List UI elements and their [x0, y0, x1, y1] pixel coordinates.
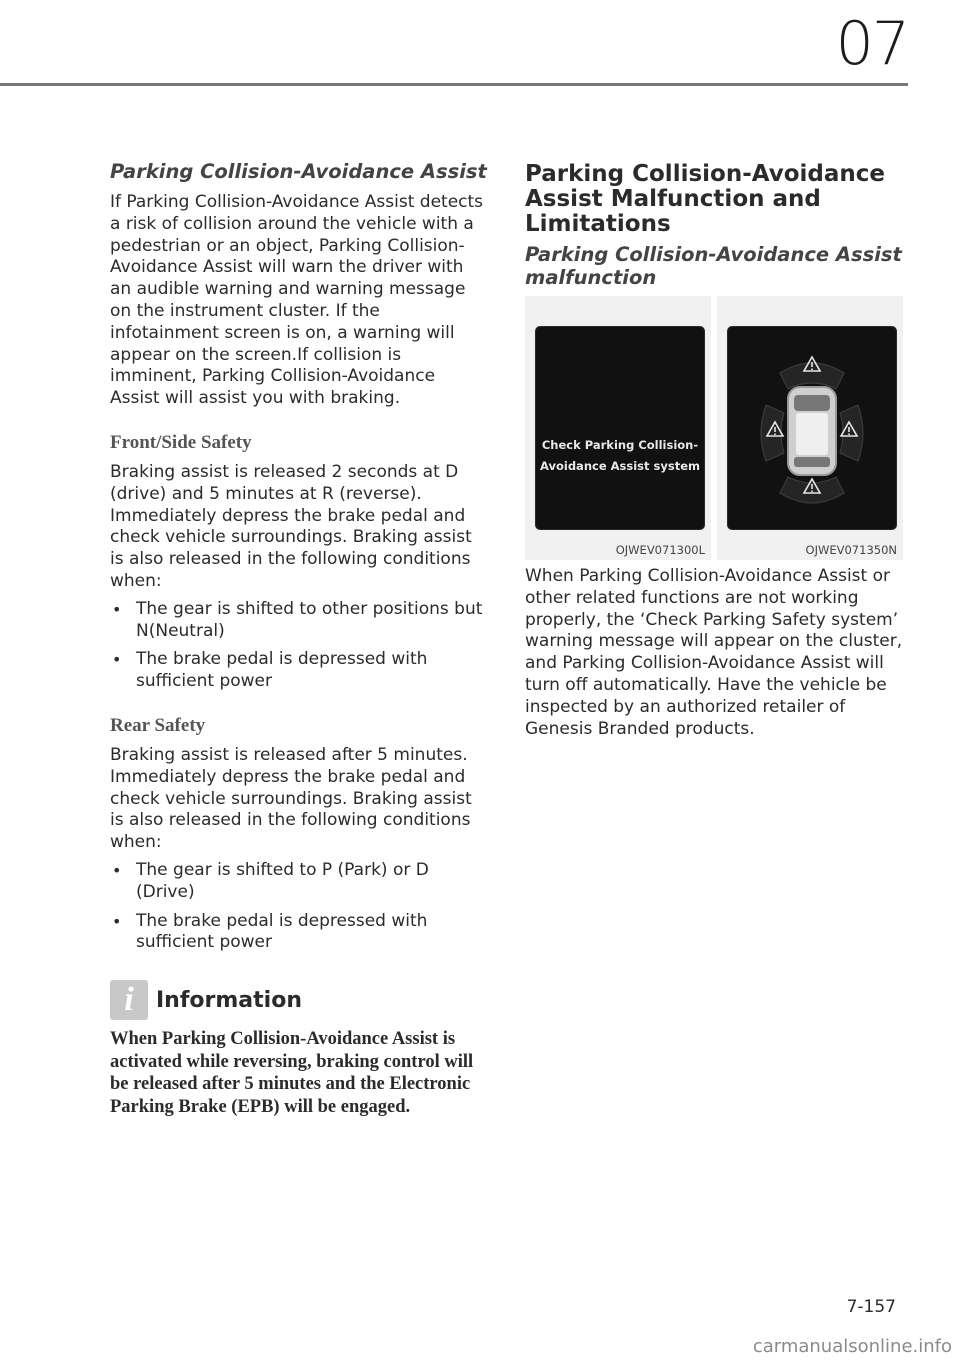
cluster-message-line: Avoidance Assist system — [540, 459, 700, 473]
bullet-icon: • — [112, 650, 122, 670]
list-item — [110, 911, 488, 955]
rear-heading: Rear Safety — [110, 714, 206, 736]
information-text: When Parking Collision-Avoidance Assist is activated while reversing, braking control will be released after 5 minutes and the Electronic Parking Brake (EPB) will be engaged. — [110, 1029, 474, 1117]
information-box — [110, 980, 488, 1118]
header-rule — [0, 83, 908, 86]
list-item-text: The brake pedal is depressed with sufficient power — [136, 649, 428, 692]
list-item-text: The gear is shifted to other positions but N(Neutral) — [136, 598, 483, 641]
bullet-icon: • — [112, 911, 122, 931]
list-item-text: The gear is shifted to P (Park) or D (Drive) — [136, 859, 429, 902]
information-icon: i — [110, 980, 148, 1020]
cluster-screen — [535, 326, 705, 530]
car-icon — [788, 387, 836, 475]
right-body — [525, 566, 905, 740]
list-item — [110, 599, 488, 643]
figure-parking-sensors — [717, 296, 903, 560]
bullet-icon: • — [112, 599, 122, 619]
bullet-icon: • — [112, 860, 122, 880]
figure-code: OJWEV071350N — [805, 543, 897, 557]
figures-row — [525, 296, 903, 560]
figure-cluster-message — [525, 296, 711, 560]
information-title: Information — [156, 987, 302, 1013]
parking-screen — [727, 326, 897, 530]
front-side-heading: Front/Side Safety — [110, 431, 252, 453]
cluster-message-line: Check Parking Collision- — [541, 438, 699, 452]
page-number: 7-157 — [846, 1297, 896, 1317]
malfunction-paragraph: When Parking Collision-Avoidance Assist or other related functions are not working properly, the ‘Check Parking Safety system’ warning message will appear on the cluster, and Parking Collision-Avoidance Assist will turn off automatically. Have the vehicle be inspected by an authorized retailer of Genesis Branded products. — [525, 566, 903, 739]
list-item — [110, 649, 488, 693]
rear-paragraph: Braking assist is released after 5 minutes. Immediately depress the brake pedal and check vehicle surroundings. Braking assist is also released in the following conditions when: — [110, 744, 472, 853]
left-column — [110, 160, 488, 1118]
list-item — [110, 860, 488, 904]
information-header — [110, 980, 488, 1020]
malfunction-subheading: Parking Collision-Avoidance Assist malfunction — [525, 243, 902, 289]
right-column — [525, 162, 905, 289]
section-heading: Parking Collision-Avoidance Assist — [110, 160, 487, 183]
cluster-warning-message — [536, 435, 704, 477]
figure-code: OJWEV071300L — [615, 543, 705, 557]
front-side-paragraph: Braking assist is released 2 seconds at D (drive) and 5 minutes at R (reverse). Immediately depress the brake pedal and check vehicle surroundings. Braking assist is also released in the following conditions when: — [110, 461, 472, 591]
intro-paragraph: If Parking Collision-Avoidance Assist detects a risk of collision around the vehicle with a pedestrian or an object, Parking Collision-Avoidance Assist will warn the driver with an audible warning and warning message on the instrument cluster. If the infotainment screen is on, a warning will appear on the screen.If collision is imminent, Parking Collision-Avoidance Assist will assist you with braking. — [110, 192, 484, 409]
parking-sensor-diagram — [728, 327, 896, 529]
chapter-number: 07 — [835, 9, 908, 79]
watermark: carmanualsonline.info — [752, 1336, 952, 1357]
list-item-text: The brake pedal is depressed with sufficient power — [136, 910, 428, 953]
front-side-list — [110, 599, 488, 693]
rear-list — [110, 860, 488, 954]
malfunction-heading: Parking Collision-Avoidance Assist Malfunction and Limitations — [525, 161, 886, 237]
